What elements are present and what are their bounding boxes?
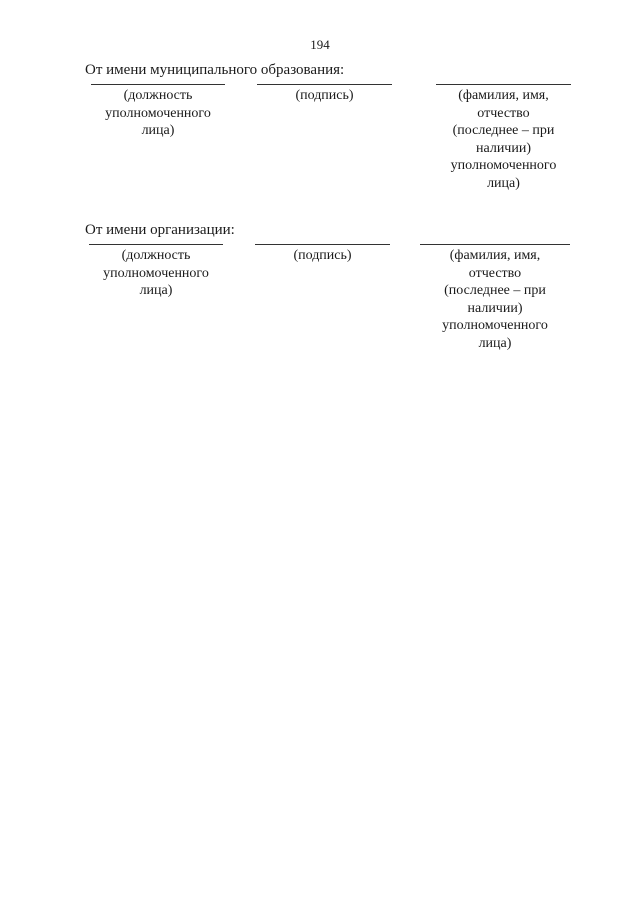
caption-line: уполномоченного — [105, 105, 211, 121]
caption-line: уполномоченного — [103, 265, 209, 281]
field-caption — [255, 247, 390, 265]
signature-field — [257, 84, 392, 105]
caption-line: (последнее – при — [444, 283, 546, 298]
position-signature-field — [91, 84, 225, 140]
caption-line: (должность — [121, 248, 191, 263]
caption-line: лица) — [141, 123, 175, 138]
signature-line — [91, 84, 225, 85]
caption-line: (последнее – при — [452, 123, 555, 138]
signature-line — [436, 84, 571, 85]
section-heading: От имени организации: — [85, 222, 235, 238]
caption-line: (должность — [123, 88, 193, 103]
field-caption — [420, 247, 570, 352]
section-heading: От имени муниципального образования: — [85, 62, 345, 78]
field-caption — [89, 247, 223, 300]
caption-line: лица) — [139, 283, 173, 298]
signature-line — [257, 84, 392, 85]
caption-line: уполномоченного — [450, 158, 557, 173]
full-name-signature-field — [420, 244, 570, 352]
caption-line: отчество — [468, 265, 522, 281]
caption-line: лица) — [487, 175, 520, 191]
caption-line: наличии) — [476, 140, 531, 156]
caption-line: уполномоченного — [442, 318, 548, 333]
caption-line: наличии) — [467, 300, 523, 316]
position-signature-field — [89, 244, 223, 300]
signature-field — [255, 244, 390, 265]
caption-line: лица) — [478, 335, 512, 351]
caption-line: (фамилия, имя, — [449, 248, 541, 263]
caption-line: (фамилия, имя, — [458, 88, 549, 103]
caption-line: отчество — [477, 105, 530, 121]
caption-line: (подпись) — [295, 88, 354, 103]
signature-line — [89, 244, 223, 245]
page-number: 194 — [310, 37, 330, 52]
field-caption — [436, 87, 571, 192]
full-name-signature-field — [436, 84, 571, 192]
signature-line — [255, 244, 390, 245]
field-caption — [91, 87, 225, 140]
field-caption — [257, 87, 392, 105]
signature-line — [420, 244, 570, 245]
caption-line: (подпись) — [293, 248, 352, 263]
